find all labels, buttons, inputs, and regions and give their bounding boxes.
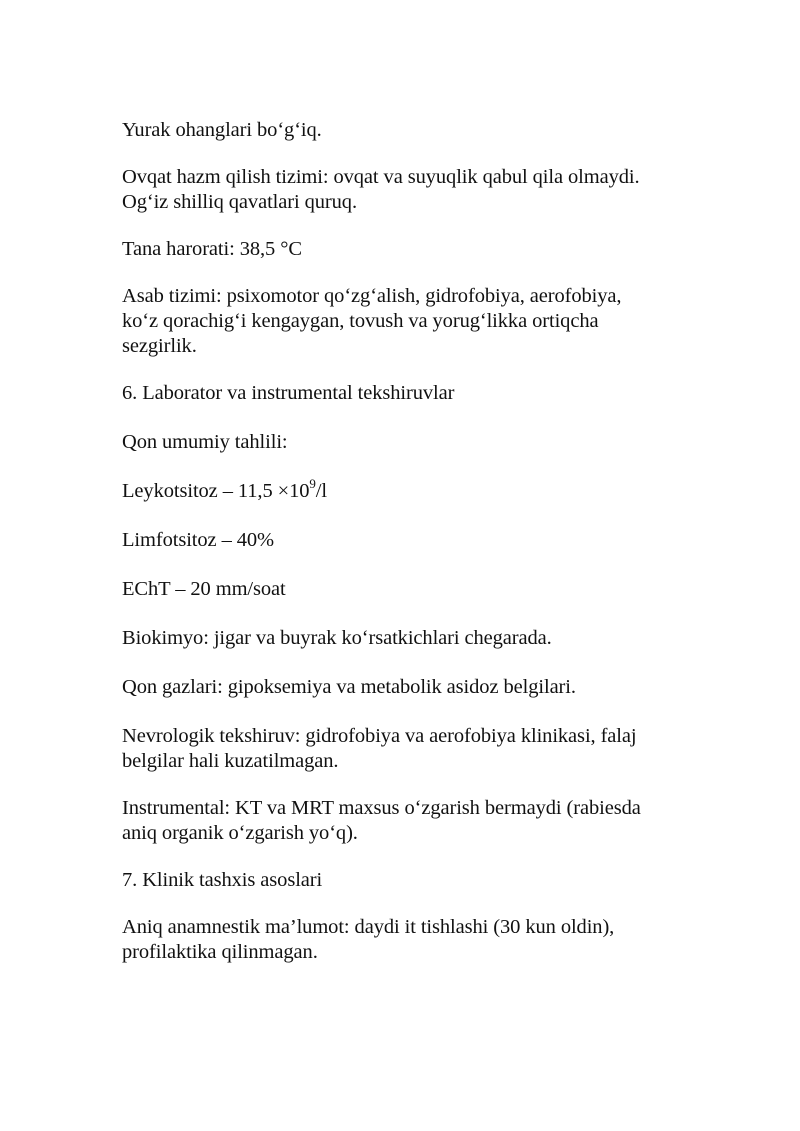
lymphocytosis-text: Limfotsitoz – 40% <box>122 529 275 551</box>
neuro-line-2: belgilar hali kuzatilmagan. <box>122 750 339 772</box>
document-body <box>122 118 682 987</box>
section-7-heading-text: 7. Klinik tashxis asoslari <box>122 869 323 891</box>
biochemistry-paragraph <box>122 626 682 651</box>
leukocytosis-prefix: Leykotsitoz – 11,5 ×10 <box>122 480 310 502</box>
nervous-line-2: ko‘z qorachig‘i kengaygan, tovush va yorug‘likka ortiqcha <box>122 310 599 332</box>
blood-general-paragraph <box>122 430 682 455</box>
anamnesis-paragraph <box>122 915 682 965</box>
section-6-heading-text: 6. Laborator va instrumental tekshiruvlar <box>122 382 455 404</box>
section-7-heading <box>122 868 682 893</box>
instrumental-line-1: Instrumental: KT va MRT maxsus o‘zgarish bermaydi (rabiesda <box>122 797 641 819</box>
digestive-line-1: Ovqat hazm qilish tizimi: ovqat va suyuqlik qabul qila olmaydi. <box>122 166 640 188</box>
leukocytosis-suffix: /l <box>315 480 327 502</box>
instrumental-paragraph <box>122 796 682 846</box>
instrumental-line-2: aniq organik o‘zgarish yo‘q). <box>122 822 358 844</box>
heart-sounds-text: Yurak ohanglari bo‘g‘iq. <box>122 119 322 141</box>
nervous-line-1: Asab tizimi: psixomotor qo‘zg‘alish, gidrofobiya, aerofobiya, <box>122 285 622 307</box>
blood-gases-text: Qon gazlari: gipoksemiya va metabolik asidoz belgilari. <box>122 676 576 698</box>
leukocytosis-exponent: 9 <box>309 476 316 492</box>
heart-sounds-paragraph <box>122 118 682 143</box>
temperature-text: Tana harorati: 38,5 °C <box>122 238 302 260</box>
biochemistry-text: Biokimyo: jigar va buyrak ko‘rsatkichlari chegarada. <box>122 627 552 649</box>
digestive-line-2: Og‘iz shilliq qavatlari quruq. <box>122 191 357 213</box>
neurological-exam-paragraph <box>122 724 682 774</box>
digestive-system-paragraph <box>122 165 682 215</box>
anamnesis-line-2: profilaktika qilinmagan. <box>122 941 318 963</box>
anamnesis-line-1: Aniq anamnestik ma’lumot: daydi it tishlashi (30 kun oldin), <box>122 916 615 938</box>
nervous-system-paragraph <box>122 284 682 359</box>
leukocytosis-paragraph <box>122 476 682 504</box>
esr-text: EChT – 20 mm/soat <box>122 578 286 600</box>
lymphocytosis-paragraph <box>122 528 682 553</box>
esr-paragraph <box>122 577 682 602</box>
blood-gases-paragraph <box>122 675 682 700</box>
nervous-line-3: sezgirlik. <box>122 335 197 357</box>
temperature-paragraph <box>122 237 682 262</box>
neuro-line-1: Nevrologik tekshiruv: gidrofobiya va aerofobiya klinikasi, falaj <box>122 725 637 747</box>
section-6-heading <box>122 381 682 406</box>
blood-general-text: Qon umumiy tahlili: <box>122 431 288 453</box>
